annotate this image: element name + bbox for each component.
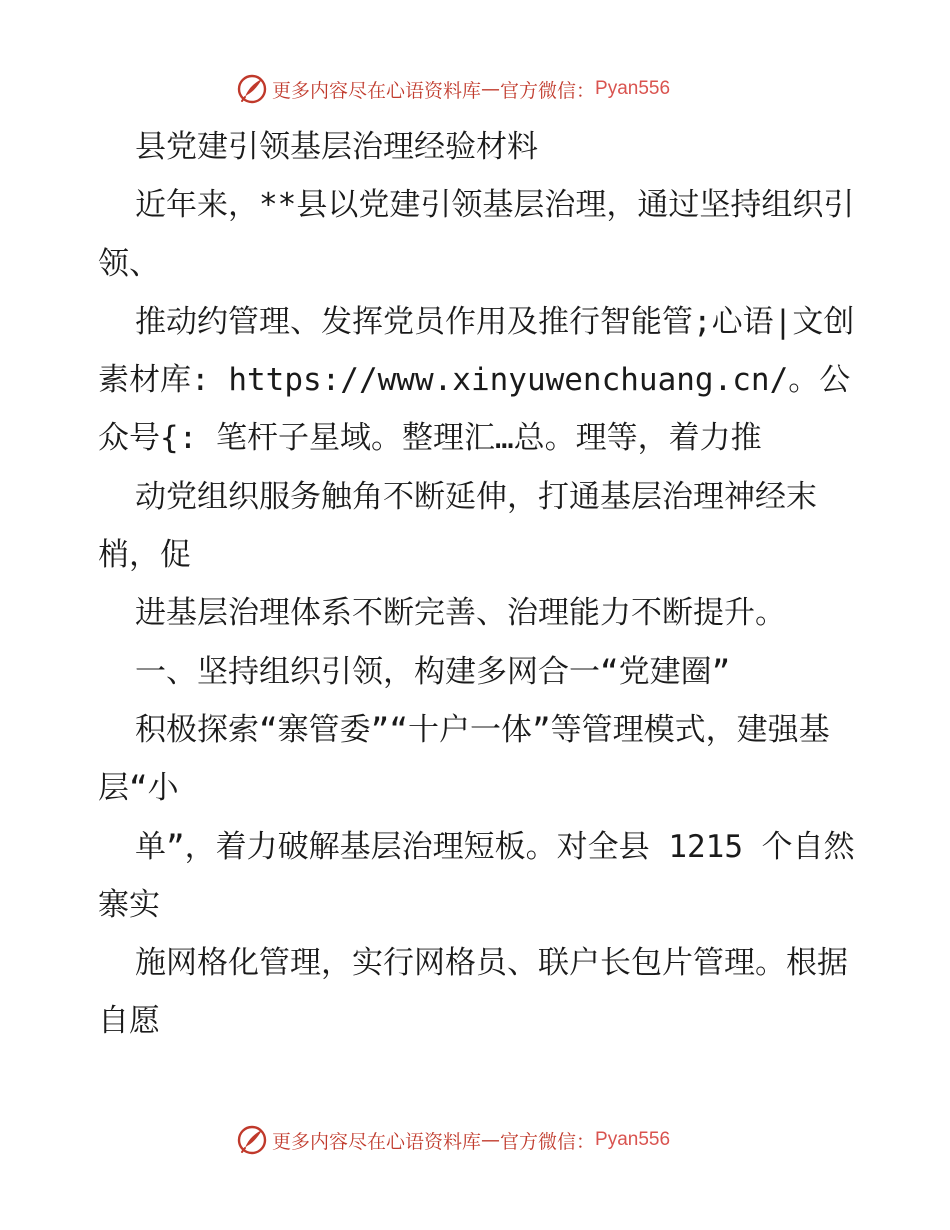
watermark-separator: ：: [576, 1130, 596, 1153]
paragraph: 推动约管理、发挥党员作用及推行智能管;心语|文创素材库: https://www.xinyuwenchuang.cn/。公众号{: 笔杆子星域。整理汇…总。理等，着力推: [98, 303, 855, 457]
paragraph: 进基层治理体系不断完善、治理能力不断提升。: [135, 595, 786, 632]
document-body: [98, 118, 858, 1051]
paragraph: 施网格化管理，实行网格员、联户长包片管理。根据自愿: [98, 945, 848, 1040]
watermark-separator: ：: [576, 79, 596, 102]
paragraph: 动党组织服务触角不断延伸，打通基层治理神经末梢，促: [98, 478, 817, 574]
paragraph: 积极探索“寨管委”“十户一体”等管理模式，建强基层“小: [98, 711, 830, 807]
watermark-official: 官方微信: [500, 79, 577, 102]
quill-logo-icon: [236, 73, 268, 105]
paragraph: 单”，着力破解基层治理短板。对全县 1215 个自然寨实: [98, 828, 855, 923]
watermark-dash: —: [481, 1129, 501, 1151]
watermark-footer: [236, 1123, 670, 1157]
watermark-brand: 更多内容尽在心语资料库: [272, 79, 482, 102]
watermark-header: [236, 72, 670, 106]
quill-logo-icon: [236, 1124, 268, 1156]
document-title: 县党建引领基层治理经验材料: [135, 129, 538, 165]
section-heading: 一、坚持组织引领，构建多网合一“党建圈”: [135, 653, 731, 690]
watermark-official: 官方微信: [500, 1130, 577, 1153]
watermark-dash: —: [481, 78, 501, 100]
watermark-brand: 更多内容尽在心语资料库: [272, 1130, 482, 1153]
paragraph: 近年来，**县以党建引领基层治理，通过坚持组织引领、: [98, 187, 855, 282]
watermark-id: Pyan556: [595, 78, 671, 99]
watermark-id: Pyan556: [595, 1129, 671, 1150]
